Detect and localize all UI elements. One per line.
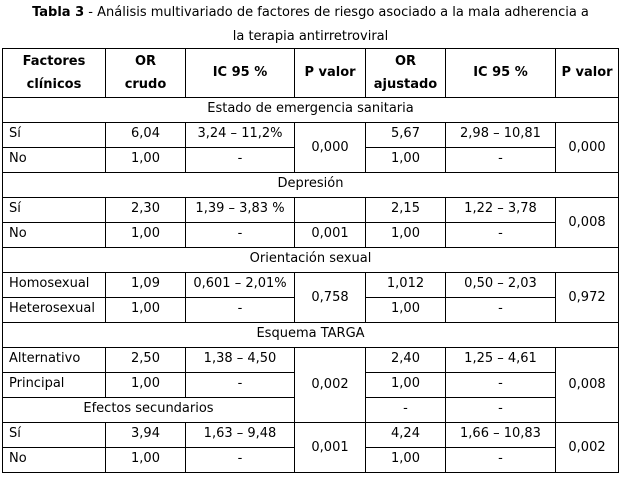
group-title: Orientación sexual — [3, 248, 619, 273]
header-row — [3, 49, 619, 98]
caption-line-1 — [0, 1, 621, 25]
table-row — [3, 273, 619, 298]
group-title: Depresión — [3, 173, 619, 198]
cell-or-ajustado: 1,00 — [366, 448, 446, 473]
cell-p-valor-ajustado: 0,000 — [556, 123, 619, 173]
cell-ic-ajustado: - — [446, 298, 556, 323]
cell-or-ajustado: - — [366, 398, 446, 423]
cell-or-ajustado: 1,012 — [366, 273, 446, 298]
cell-p-valor-empty — [295, 198, 366, 223]
cell-p-valor: 0,001 — [295, 423, 366, 473]
group-row — [3, 248, 619, 273]
cell-factor: Sí — [3, 123, 106, 148]
cell-p-valor: 0,002 — [295, 348, 366, 423]
cell-factor: No — [3, 148, 106, 173]
cell-p-valor: 0,758 — [295, 273, 366, 323]
cell-factor: Homosexual — [3, 273, 106, 298]
cell-factor: Heterosexual — [3, 298, 106, 323]
cell-or-ajustado: 1,00 — [366, 148, 446, 173]
cell-or: 2,50 — [106, 348, 186, 373]
header-or-crudo: OR crudo — [106, 49, 186, 98]
cell-ic-ajustado: - — [446, 223, 556, 248]
cell-or-ajustado: 1,00 — [366, 223, 446, 248]
cell-or-ajustado: 2,40 — [366, 348, 446, 373]
cell-or: 3,94 — [106, 423, 186, 448]
header-or-ajustado: OR ajustado — [366, 49, 446, 98]
cell-p-valor: 0,001 — [295, 223, 366, 248]
cell-or: 1,00 — [106, 148, 186, 173]
cell-ic: - — [186, 223, 295, 248]
cell-p-valor-ajustado: 0,008 — [556, 198, 619, 248]
cell-factor: Principal — [3, 373, 106, 398]
cell-ic: 1,38 – 4,50 — [186, 348, 295, 373]
cell-or-ajustado: 1,00 — [366, 298, 446, 323]
cell-p-valor-ajustado: 0,972 — [556, 273, 619, 323]
header-factores: Factores clínicos — [3, 49, 106, 98]
cell-or: 1,00 — [106, 448, 186, 473]
group-title: Esquema TARGA — [3, 323, 619, 348]
cell-factor: Sí — [3, 198, 106, 223]
caption-label: Tabla 3 — [32, 5, 85, 20]
cell-or-ajustado: 2,15 — [366, 198, 446, 223]
caption-line-2: la terapia antirretroviral — [232, 29, 389, 44]
table-row — [3, 223, 619, 248]
cell-ic: 3,24 – 11,2% — [186, 123, 295, 148]
group-row — [3, 98, 619, 123]
cell-ic-ajustado: 1,66 – 10,83 — [446, 423, 556, 448]
cell-or: 2,30 — [106, 198, 186, 223]
cell-or: 1,00 — [106, 223, 186, 248]
cell-or-ajustado: 4,24 — [366, 423, 446, 448]
cell-ic: 1,63 – 9,48 — [186, 423, 295, 448]
cell-factor: No — [3, 223, 106, 248]
cell-ic: - — [186, 373, 295, 398]
cell-factor: Alternativo — [3, 348, 106, 373]
cell-p-valor-ajustado: 0,008 — [556, 348, 619, 423]
cell-ic-ajustado: 1,22 – 3,78 — [446, 198, 556, 223]
cell-ic: 1,39 – 3,83 % — [186, 198, 295, 223]
cell-or: 1,09 — [106, 273, 186, 298]
cell-p-valor-ajustado: 0,002 — [556, 423, 619, 473]
cell-or: 6,04 — [106, 123, 186, 148]
cell-or-ajustado: 5,67 — [366, 123, 446, 148]
caption-separator: - — [84, 5, 98, 20]
cell-ic-ajustado: - — [446, 448, 556, 473]
cell-ic: - — [186, 298, 295, 323]
cell-ic: - — [186, 148, 295, 173]
caption-text-1: Análisis multivariado de factores de riesgo asociado a la mala adherencia a — [97, 5, 589, 20]
cell-ic-ajustado: - — [446, 148, 556, 173]
table-row — [3, 123, 619, 148]
header-ic-1: IC 95 % — [186, 49, 295, 98]
header-p-valor-1: P valor — [295, 49, 366, 98]
table-caption — [0, 0, 621, 48]
table-row — [3, 198, 619, 223]
group-row — [3, 323, 619, 348]
cell-factor: Sí — [3, 423, 106, 448]
risk-factors-table — [2, 48, 619, 473]
cell-ic-ajustado: 2,98 – 10,81 — [446, 123, 556, 148]
cell-ic-ajustado: 0,50 – 2,03 — [446, 273, 556, 298]
cell-ic-ajustado: - — [446, 398, 556, 423]
group-title: Estado de emergencia sanitaria — [3, 98, 619, 123]
group-title: Efectos secundarios — [3, 398, 295, 423]
table-row — [3, 348, 619, 373]
cell-ic-ajustado: 1,25 – 4,61 — [446, 348, 556, 373]
group-row — [3, 173, 619, 198]
cell-or: 1,00 — [106, 298, 186, 323]
cell-or: 1,00 — [106, 373, 186, 398]
table-row — [3, 423, 619, 448]
header-p-valor-2: P valor — [556, 49, 619, 98]
header-ic-2: IC 95 % — [446, 49, 556, 98]
cell-or-ajustado: 1,00 — [366, 373, 446, 398]
cell-ic: 0,601 – 2,01% — [186, 273, 295, 298]
cell-ic-ajustado: - — [446, 373, 556, 398]
cell-p-valor: 0,000 — [295, 123, 366, 173]
cell-factor: No — [3, 448, 106, 473]
cell-ic: - — [186, 448, 295, 473]
